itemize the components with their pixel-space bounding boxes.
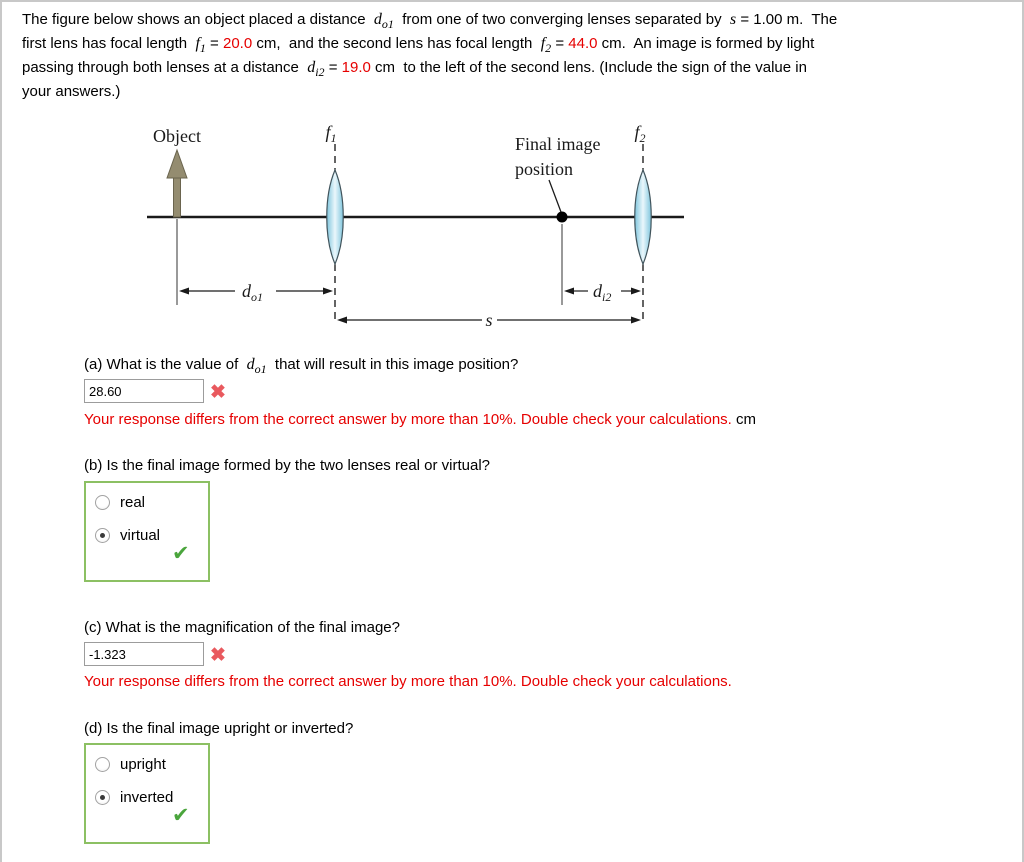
- di2-dim-label: $d_{i2}$: [593, 281, 612, 304]
- var-f2: f: [540, 35, 546, 52]
- problem-line-3: passing through both lenses at a distance $d_{i2} = 19.0$ cm to the left of the second lens. (Include the sign of the value in: [22, 59, 807, 79]
- radio-option-upright[interactable]: [95, 756, 166, 773]
- radio-label-upright[interactable]: upright: [120, 756, 166, 773]
- problem-line-2: first lens has focal length $f_1 = 20.0$ cm, and the second lens has focal length $f_2 = 44.0$ cm. An image is formed by light: [22, 35, 815, 55]
- radio-option-virtual[interactable]: [95, 527, 160, 544]
- final-image-label: Final image: [515, 134, 601, 154]
- value-di2: 19.0: [341, 59, 371, 76]
- value-f2: 44.0: [568, 35, 598, 52]
- var-do1: d: [373, 11, 382, 28]
- unit-label-a: cm: [731, 411, 756, 428]
- radio-label-inverted[interactable]: inverted: [120, 789, 174, 806]
- question-d-label: (d) Is the final image upright or inverted?: [84, 720, 354, 737]
- lens2: [635, 170, 652, 264]
- radio-icon-real[interactable]: [95, 495, 110, 510]
- s-dim-label: s: [485, 310, 493, 330]
- s-arrow-right: [631, 317, 641, 324]
- object-arrow: [174, 176, 181, 217]
- radio-group-d: [84, 743, 210, 844]
- error-message-a: Your response differs from the correct answer by more than 10%. Double check your calculations. cm: [84, 411, 756, 428]
- correct-icon-b: ✔: [172, 542, 190, 565]
- radio-group-b: [84, 481, 210, 582]
- answer-input-c[interactable]: [84, 642, 204, 666]
- problem-statement: [22, 8, 1014, 104]
- final-image-pointer-line: [549, 180, 561, 212]
- var-s: s: [729, 11, 737, 28]
- radio-label-real[interactable]: real: [120, 494, 146, 511]
- radio-option-inverted[interactable]: [95, 789, 173, 806]
- final-image-dot: [557, 212, 568, 223]
- correct-icon-d: ✔: [172, 804, 190, 827]
- di2-arrow-right: [631, 288, 641, 295]
- answer-input-a[interactable]: [84, 379, 204, 403]
- question-c-label: (c) What is the magnification of the final image?: [84, 619, 400, 636]
- lens1: [327, 170, 344, 264]
- do1-dim-label: $d_{o1}$: [242, 281, 263, 304]
- value-f1: 20.0: [223, 35, 253, 52]
- problem-line-1: The figure below shows an object placed a distance $d_{o1}$ from one of two converging lenses separated by s = 1.00 m. The: [22, 11, 838, 31]
- incorrect-icon-a: ✖: [210, 382, 226, 403]
- do1-arrow-right: [323, 288, 333, 295]
- problem-line-4: your answers.): [22, 83, 121, 100]
- radio-label-virtual[interactable]: virtual: [120, 527, 161, 544]
- optics-diagram: [142, 116, 702, 348]
- var-di2: d: [307, 59, 316, 76]
- question-b-label: (b) Is the final image formed by the two lenses real or virtual?: [84, 457, 491, 474]
- lens1-label: $f_1$: [325, 122, 337, 145]
- final-image-label-2: position: [515, 159, 574, 179]
- radio-icon-virtual[interactable]: [95, 528, 110, 543]
- radio-icon-inverted[interactable]: [95, 790, 110, 805]
- incorrect-icon-c: ✖: [210, 645, 226, 666]
- lens2-label: $f_2$: [634, 122, 646, 145]
- radio-icon-upright[interactable]: [95, 757, 110, 772]
- var-f1: f: [195, 35, 200, 52]
- error-message-c: Your response differs from the correct answer by more than 10%. Double check your calculations.: [84, 673, 732, 690]
- object-label: Object: [153, 126, 201, 146]
- radio-option-real[interactable]: [95, 494, 145, 511]
- object-arrowhead: [167, 150, 187, 178]
- question-a-label: (a) What is the value of $d_{o1}$ that will result in this image position?: [84, 356, 519, 376]
